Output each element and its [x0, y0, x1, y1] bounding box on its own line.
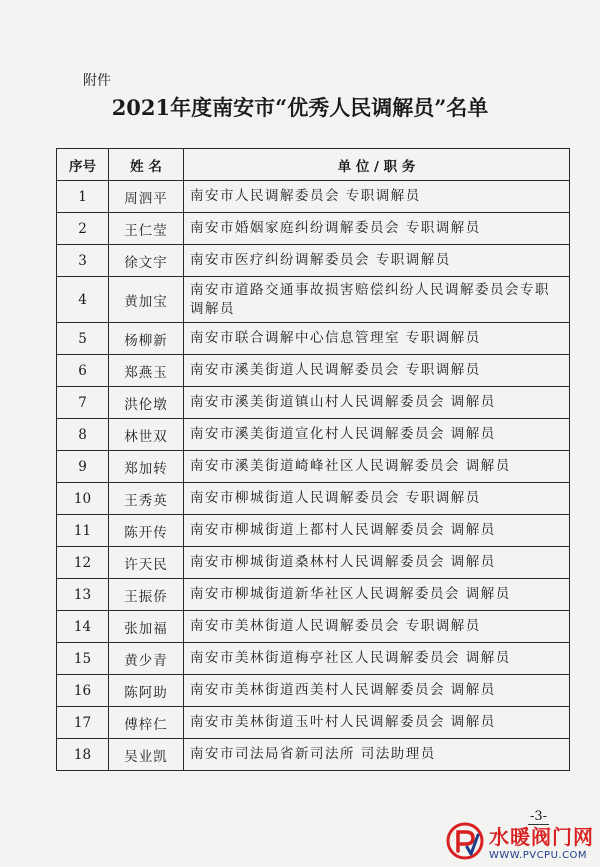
row-number: 12 [57, 547, 109, 579]
row-name: 王振侨 [109, 579, 184, 611]
row-name: 郑加转 [109, 451, 184, 483]
row-name: 黄加宝 [109, 277, 184, 323]
header-number: 序号 [57, 149, 109, 181]
pvc-logo-icon [445, 821, 485, 861]
row-number: 14 [57, 611, 109, 643]
row-unit-position: 南安市人民调解委员会 专职调解员 [184, 181, 570, 213]
table-row [57, 355, 570, 387]
row-number: 6 [57, 355, 109, 387]
row-number: 10 [57, 483, 109, 515]
row-unit-position: 南安市美林街道玉叶村人民调解委员会 调解员 [184, 707, 570, 739]
page-title: 2021年度南安市“优秀人民调解员”名单 [111, 95, 489, 120]
row-unit-position: 南安市医疗纠纷调解委员会 专职调解员 [184, 245, 570, 277]
table-row [57, 181, 570, 213]
row-unit-position: 南安市联合调解中心信息管理室 专职调解员 [184, 323, 570, 355]
row-number: 9 [57, 451, 109, 483]
row-name: 吴业凯 [109, 739, 184, 771]
watermark-url: WWW.PVCPU.COM [489, 850, 588, 861]
table-row [57, 419, 570, 451]
row-number: 8 [57, 419, 109, 451]
table-row [57, 323, 570, 355]
row-number: 1 [57, 181, 109, 213]
row-unit-position: 南安市柳城街道上都村人民调解委员会 调解员 [184, 515, 570, 547]
attachment-label: 附件 [83, 73, 111, 89]
table-row [57, 515, 570, 547]
table-row [57, 245, 570, 277]
row-number: 18 [57, 739, 109, 771]
table-header-row [57, 149, 570, 181]
row-name: 徐文宇 [109, 245, 184, 277]
row-name: 黄少青 [109, 643, 184, 675]
row-name: 林世双 [109, 419, 184, 451]
table-row [57, 483, 570, 515]
row-unit-position: 南安市柳城街道人民调解委员会 专职调解员 [184, 483, 570, 515]
table-row [57, 547, 570, 579]
row-unit-position: 南安市溪美街道人民调解委员会 专职调解员 [184, 355, 570, 387]
row-number: 5 [57, 323, 109, 355]
row-name: 王仁莹 [109, 213, 184, 245]
row-unit-position: 南安市溪美街道镇山村人民调解委员会 调解员 [184, 387, 570, 419]
table-row [57, 707, 570, 739]
row-unit-position: 南安市溪美街道崎峰社区人民调解委员会 调解员 [184, 451, 570, 483]
watermark [445, 821, 594, 861]
row-unit-position: 南安市美林街道西美村人民调解委员会 调解员 [184, 675, 570, 707]
table-row [57, 579, 570, 611]
row-name: 王秀英 [109, 483, 184, 515]
table-row [57, 387, 570, 419]
row-name: 周泗平 [109, 181, 184, 213]
row-unit-position: 南安市道路交通事故损害赔偿纠纷人民调解委员会专职调解员 [184, 277, 570, 323]
row-number: 17 [57, 707, 109, 739]
row-name: 陈开传 [109, 515, 184, 547]
table-row [57, 675, 570, 707]
table-row [57, 277, 570, 323]
row-number: 16 [57, 675, 109, 707]
row-unit-position: 南安市美林街道人民调解委员会 专职调解员 [184, 611, 570, 643]
row-name: 傅梓仁 [109, 707, 184, 739]
row-name: 张加福 [109, 611, 184, 643]
row-number: 7 [57, 387, 109, 419]
row-number: 3 [57, 245, 109, 277]
header-name: 姓 名 [109, 149, 184, 181]
table-row [57, 643, 570, 675]
row-name: 陈阿助 [109, 675, 184, 707]
table-row [57, 739, 570, 771]
table-row [57, 611, 570, 643]
row-unit-position: 南安市婚姻家庭纠纷调解委员会 专职调解员 [184, 213, 570, 245]
row-number: 4 [57, 277, 109, 323]
row-number: 13 [57, 579, 109, 611]
row-unit-position: 南安市柳城街道桑林村人民调解委员会 调解员 [184, 547, 570, 579]
row-name: 许天民 [109, 547, 184, 579]
row-name: 郑燕玉 [109, 355, 184, 387]
table-row [57, 213, 570, 245]
row-number: 2 [57, 213, 109, 245]
roster-table [56, 148, 570, 771]
row-unit-position: 南安市美林街道梅亭社区人民调解委员会 调解员 [184, 643, 570, 675]
row-unit-position: 南安市溪美街道宣化村人民调解委员会 调解员 [184, 419, 570, 451]
table-body [57, 181, 570, 771]
table-row [57, 451, 570, 483]
header-unit-position: 单 位 / 职 务 [184, 149, 570, 181]
row-name: 洪伦墩 [109, 387, 184, 419]
watermark-name: 水暖阀门网 [489, 825, 594, 849]
row-unit-position: 南安市柳城街道新华社区人民调解委员会 调解员 [184, 579, 570, 611]
page-number: -3- [530, 809, 548, 824]
row-unit-position: 南安市司法局省新司法所 司法助理员 [184, 739, 570, 771]
row-number: 11 [57, 515, 109, 547]
row-name: 杨柳新 [109, 323, 184, 355]
row-number: 15 [57, 643, 109, 675]
